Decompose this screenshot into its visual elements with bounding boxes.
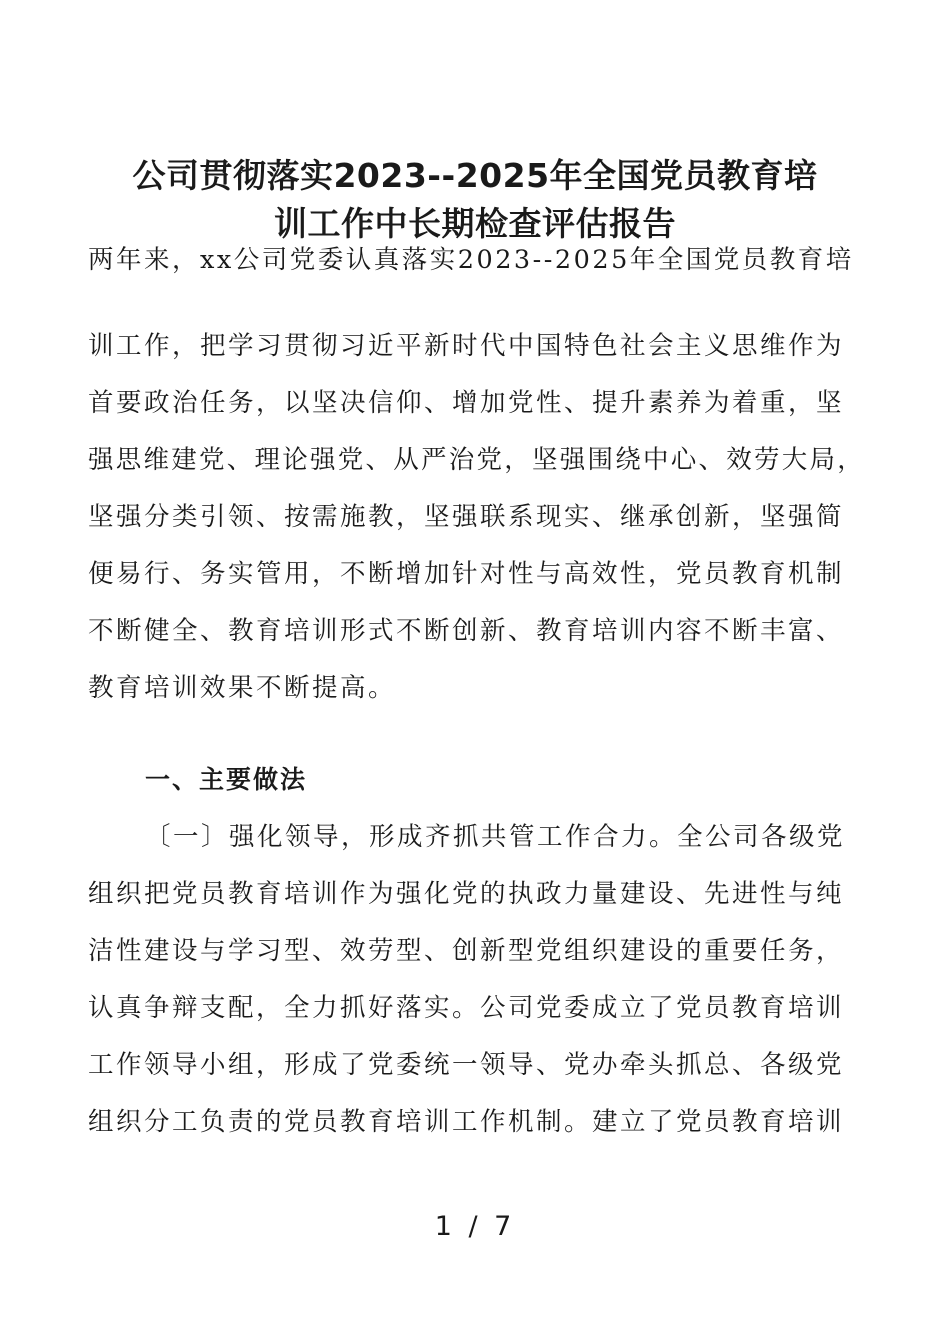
intro-line: 首要政治任务，以坚决信仰、增加党性、提升素养为着重，坚 — [88, 388, 845, 418]
document-title — [88, 152, 862, 248]
title-line-2: 训工作中长期检查评估报告 — [274, 204, 676, 243]
section-line: 认真争辩支配，全力抓好落实。公司党委成立了党员教育培训 — [88, 993, 845, 1023]
page-number: 1 / 7 — [434, 1211, 516, 1242]
title-line-1: 公司贯彻落实2023--2025年全国党员教育培 — [132, 156, 818, 195]
intro-line: 便易行、务实管用，不断增加针对性与高效性，党员教育机制 — [88, 559, 845, 589]
section-line: 组织把党员教育培训作为强化党的执政力量建设、先进性与纯 — [88, 879, 845, 909]
section-line: 洁性建设与学习型、效劳型、创新型党组织建设的重要任务， — [88, 936, 845, 966]
section-line: 工作领导小组，形成了党委统一领导、党办牵头抓总、各级党 — [88, 1050, 845, 1080]
section-heading: 一、主要做法 — [145, 765, 308, 794]
intro-line: 教育培训效果不断提高。 — [88, 673, 397, 703]
intro-line: 训工作，把学习贯彻习近平新时代中国特色社会主义思维作为 — [88, 331, 845, 361]
section-line: 〔一〕强化领导，形成齐抓共管工作合力。全公司各级党 — [145, 822, 846, 852]
intro-line: 两年来，xx公司党委认真落实2023--2025年全国党员教育培 — [88, 245, 854, 275]
intro-line: 强思维建党、理论强党、从严治党，坚强围绕中心、效劳大局， — [88, 445, 866, 475]
intro-line: 坚强分类引领、按需施教，坚强联系现实、继承创新，坚强简 — [88, 502, 845, 532]
intro-line: 不断健全、教育培训形式不断创新、教育培训内容不断丰富、 — [88, 616, 845, 646]
section-line: 组织分工负责的党员教育培训工作机制。建立了党员教育培训 — [88, 1107, 845, 1137]
